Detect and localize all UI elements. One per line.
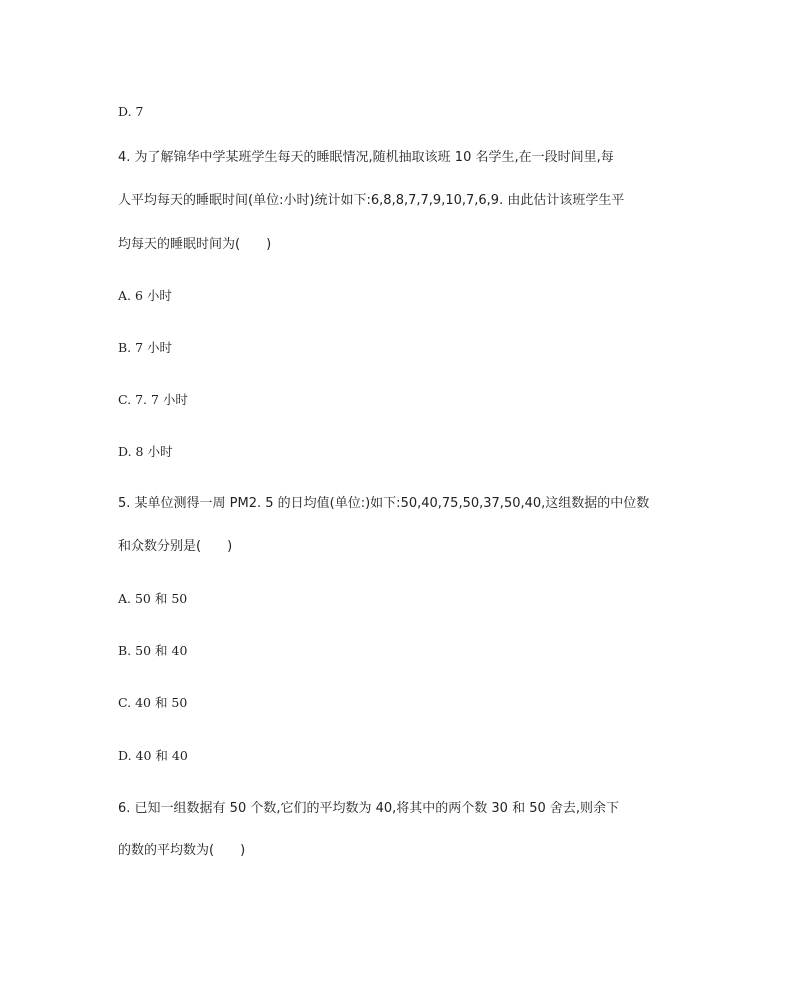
question-5-option-c: C. 40 和 50 bbox=[118, 695, 188, 710]
question-4-text-line-3: 均每天的睡眠时间为( ) bbox=[118, 237, 272, 252]
question-5-option-d: D. 40 和 40 bbox=[118, 748, 188, 763]
question-5-text-line-1: 5. 某单位测得一周 PM2. 5 的日均值(单位:)如下:50,40,75,50,37,50,40,这组数据的中位数 bbox=[118, 496, 650, 511]
question-4-text-line-1: 4. 为了解锦华中学某班学生每天的睡眠情况,随机抽取该班 10 名学生,在一段时间里,每 bbox=[118, 150, 614, 165]
prev-question-option-d: D. 7 bbox=[118, 104, 144, 119]
question-5-option-a: A. 50 和 50 bbox=[118, 591, 188, 606]
question-5-option-b: B. 50 和 40 bbox=[118, 643, 188, 658]
question-4-text-line-2: 人平均每天的睡眠时间(单位:小时)统计如下:6,8,8,7,7,9,10,7,6,9. 由此估计该班学生平 bbox=[118, 193, 625, 208]
question-6-text-line-1: 6. 已知一组数据有 50 个数,它们的平均数为 40,将其中的两个数 30 和 50 舍去,则余下 bbox=[118, 801, 620, 816]
question-4-option-a: A. 6 小时 bbox=[118, 288, 172, 303]
question-6-text-line-2: 的数的平均数为( ) bbox=[118, 843, 246, 858]
question-4-option-d: D. 8 小时 bbox=[118, 444, 173, 459]
question-4-option-b: B. 7 小时 bbox=[118, 340, 173, 355]
question-5-text-line-2: 和众数分别是( ) bbox=[118, 539, 233, 554]
question-4-option-c: C. 7. 7 小时 bbox=[118, 392, 188, 407]
